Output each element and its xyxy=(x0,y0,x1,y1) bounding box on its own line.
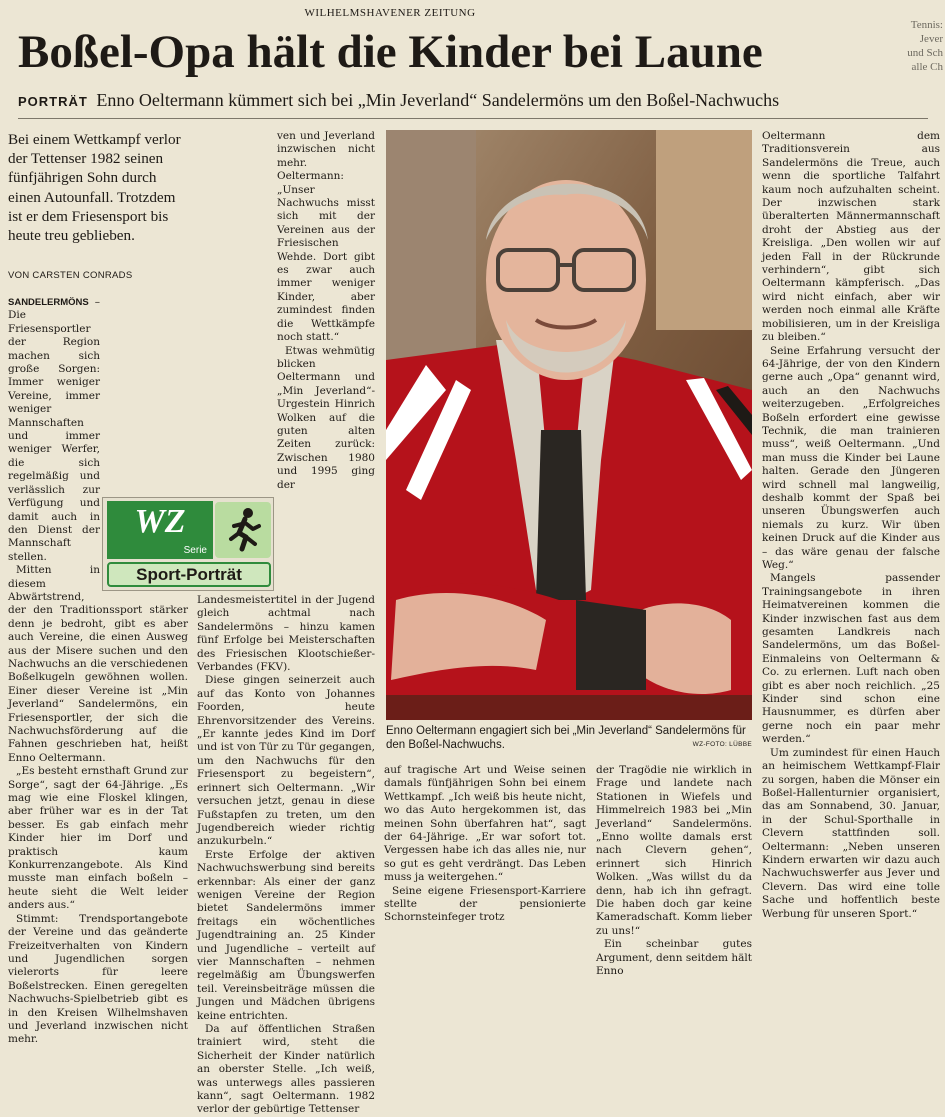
paragraph: Diese gingen seinerzeit auch auf das Konto von Johannes Foorden, heute Ehrenvorsitzender des Vereins. „Er kannte jedes Kind im Dorf und ist von Tür zu Tür gegangen, um den Nachwuchs für den Friesensport zu begeistern“, erinnert sich Oeltermann. „Wir versuchen jetzt, genau in diese Fußstapfen zu treten, um den Jugendbereich wieder richtig anzukurbeln.“ xyxy=(197,674,375,848)
article-column-1 xyxy=(8,296,188,1046)
intro-teaser: Bei einem Wettkampf verlor der Tettenser 1982 seinen fünfjährigen Sohn durch einen Autounfall. Trotzdem ist er dem Friesensport bis heute treu geblieben. xyxy=(8,131,181,245)
headline: Boßel-Opa hält die Kinder bei Laune xyxy=(18,26,763,78)
paragraph: Seine Erfahrung versucht der 64-Jährige, der von den Kindern gerne auch „Opa“ genannt wird, auch an den Nachwuchs weiterzugeben. „Erfolgreiches Boßeln erfordert eine gewisse Technik, die man trainieren muss“, weiß Oeltermann. „Und man muss die Kinder bei Laune halten. Gerade den Jüngeren wird schnell mal langweilig, deshalb kommt der Spaß bei unseren Übungswerfen auch niemals zu kurz. Wir üben keinen Druck auf die Kinder aus – das wäre genau der falsche Weg.“ xyxy=(762,344,940,571)
paragraph: Oeltermann dem Traditionsverein aus Sandelermöns die Treue, auch wenn die sportliche Talfahrt kaum noch aufzuhalten scheint. Der inzwischen stark überalterten Männermannschaft droht der Abstieg aus der Kreisliga. „Den wollen wir auf jeden Fall in der Rückrunde verhindern“, gibt sich Oeltermann kämpferisch. „Das wird nicht einfach, aber wir werden noch einmal alle Kräfte mobilisieren, um in der Kreisliga zu bleiben.“ xyxy=(762,130,940,344)
runner-icon xyxy=(215,502,271,558)
portrait-photo xyxy=(386,130,752,720)
paragraph: „Es besteht ernsthaft Grund zur Sorge“, sagt der 64-Jährige. „Es mag wie eine Floskel klingen, aber früher war es in der Tat besser. Es gab einfach mehr Kinder hier im Dorf und praktisch kaum Konkurrenzangebote. Als Kind musste man einfach boßeln – heute sieht die Welt leider anders aus.“ xyxy=(8,765,188,912)
header-rule xyxy=(18,118,928,119)
wz-logo-mark xyxy=(107,501,213,559)
sport-portrait-logo xyxy=(102,497,274,591)
subheadline-text: Enno Oeltermann kümmert sich bei „Min Jeverland“ Sandelermöns um den Boßel-Nachwuchs xyxy=(96,90,780,110)
paragraph: Stimmt: Trendsportangebote der Vereine und das geänderte Freizeitverhalten von Kindern und Jugendlichen sorgen vielerorts für leere Boßelstrecken. Einen geregelten Nachwuchs-Spielbetrieb gibt es in den Kreisen Wilhelmshaven und Jeverland inzwischen nicht mehr. xyxy=(8,912,188,1046)
sport-portrait-label: Sport-Porträt xyxy=(107,562,271,587)
photo-credit: WZ-FOTO: LÜBBE xyxy=(692,741,752,748)
section-tag: PORTRÄT xyxy=(18,94,88,109)
paragraph-text: – Die Friesensportler der Region machen sich große Sorgen: Immer weniger Vereine, immer weniger Mannschaften und immer weniger Werfer, die sich regelmäßig und verlässlich zur Verfügung und damit auch in den Dienst der Mannschaft stellen. xyxy=(8,296,100,563)
wz-mark-text: WZ xyxy=(134,503,186,540)
dateline: SANDELERMÖNS xyxy=(8,297,89,308)
paragraph: Mangels passender Trainingsangebote in ihren Heimatvereinen kommen die Kinder inzwischen fast aus dem gesamten Landkreis nach Sandelermöns, um das Boßel-Einmaleins von Oeltermann & Co. zu erlernen. Luft nach oben gibt es aber noch reichlich. „25 Kinder sind schon eine Hausnummer, es dürfen aber gerne noch ein paar mehr werden.“ xyxy=(762,572,940,746)
paragraph: ven und Jeverland inzwischen nicht mehr. Oeltermann: „Unser Nachwuchs misst sich mit der Vereinen aus der Friesischen Wehde. Dort gibt es zwar auch immer weniger Kinder, aber zumindest finden die Wettkämpfe noch statt.“ xyxy=(277,130,375,344)
paragraph: Da auf öffentlichen Straßen trainiert wird, steht die Sicherheit der Kinder natürlich an oberster Stelle. „Ich weiß, was unterwegs alles passieren kann“, sagt Oeltermann. 1982 verlor der gebürtige Tettenser xyxy=(197,1023,375,1116)
series-label: Serie xyxy=(183,545,207,556)
paragraph: Erste Erfolge der aktiven Nachwuchswerbung sind bereits erkennbar: Als einer der ganz wenigen Vereine der Region bietet Sandelermöns immer freitags ein wöchentliches Jugendtraining an. 25 Kinder und Jugendliche – verteilt auf vier Mannschaften – nehmen regelmäßig am Übungswerfen teil. Vereinsbeiträge müssen die Jungen und Mädchen übrigens keine entrichten. xyxy=(197,848,375,1022)
paragraph: auf tragische Art und Weise seinen damals fünfjährigen Sohn bei einem Wettkampf. „Ich weiß bis heute nicht, wo das Auto hergekommen ist, das meinen Sohn überfahren hat“, sagt der 64-Jährige. „Er war sofort tot. Vergessen habe ich das alles nie, nur so gut es geht verdrängt. Das Leben muss ja weitergehen.“ xyxy=(384,764,586,884)
newspaper-name: WILHELMSHAVENER ZEITUNG xyxy=(304,7,476,19)
article-column-5 xyxy=(762,130,940,970)
paragraph: Etwas wehmütig blicken Oeltermann und „Min Jeverland“-Urgestein Hinrich Wolken auf die guten alten Zeiten zurück: Zwischen 1980 und 1995 ging der Landesmeistertitel in der Jugend gleich achtmal nach Sandelermöns – hinzu kamen fünf Erfolge bei Meisterschaften des Friesischen Klootschießer-Verbandes (FKV). xyxy=(197,344,375,674)
article-column-4 xyxy=(596,764,752,978)
photo-caption: Enno Oeltermann engagiert sich bei „Min Jeverland“ Sandelermöns für den Boßel-Nachwuchs. xyxy=(386,725,746,751)
paragraph: Ein scheinbar gutes Argument, denn seitdem hält Enno xyxy=(596,938,752,978)
paragraph: Mitten in diesem Abwärtstrend, der den Traditionssport stärker denn je bedroht, gibt es aber auch Vereine, die einen Ausweg aus der Misere suchen und den Nachwuchs an die verschiedenen Boßelkugeln gewöhnen wollen. Einer dieser Vereine ist „Min Jeverland“ Sandelermöns, ein Friesensportler, der sich die Nachwuchsförderung auf die Fahnen geschrieben hat, heißt Enno Oeltermann. xyxy=(8,564,188,764)
paragraph: Um zumindest für einen Hauch an heimischem Wettkampf-Flair zu sorgen, haben die Mönser ein Boßel-Hallenturnier organisiert, das am Sonnabend, 30. Januar, in der Schul-Sporthalle in Clevern stattfinden soll. Oeltermann: „Neben unseren Kindern erwarten wir dazu auch Nachwuchswerfer aus Jever und Clevern. Das wird eine tolle Sache und hoffentlich beste Werbung für unseren Sport.“ xyxy=(762,746,940,920)
byline: VON CARSTEN CONRADS xyxy=(8,270,133,281)
subheadline xyxy=(18,90,943,111)
paragraph: der Tragödie nie wirklich in Frage und landete nach Stationen in Wiefels und Himmelreich 1983 bei „Min Jeverland“ Sandelermöns. „Enno wollte damals erst nach Clevern gehen“, erinnert sich Hinrich Wolken. „Was willst du da denn, hab ich ihn gefragt. Die haben doch gar keine Kameradschaft. Komm lieber zu uns!“ xyxy=(596,764,752,937)
adjacent-article-fragment: Tennis: Jever und Sch alle Ch xyxy=(907,19,943,73)
article-column-3 xyxy=(384,764,586,970)
paragraph: Seine eigene Friesensport-Karriere stellte der pensionierte Schornsteinfeger trotz xyxy=(384,884,586,924)
